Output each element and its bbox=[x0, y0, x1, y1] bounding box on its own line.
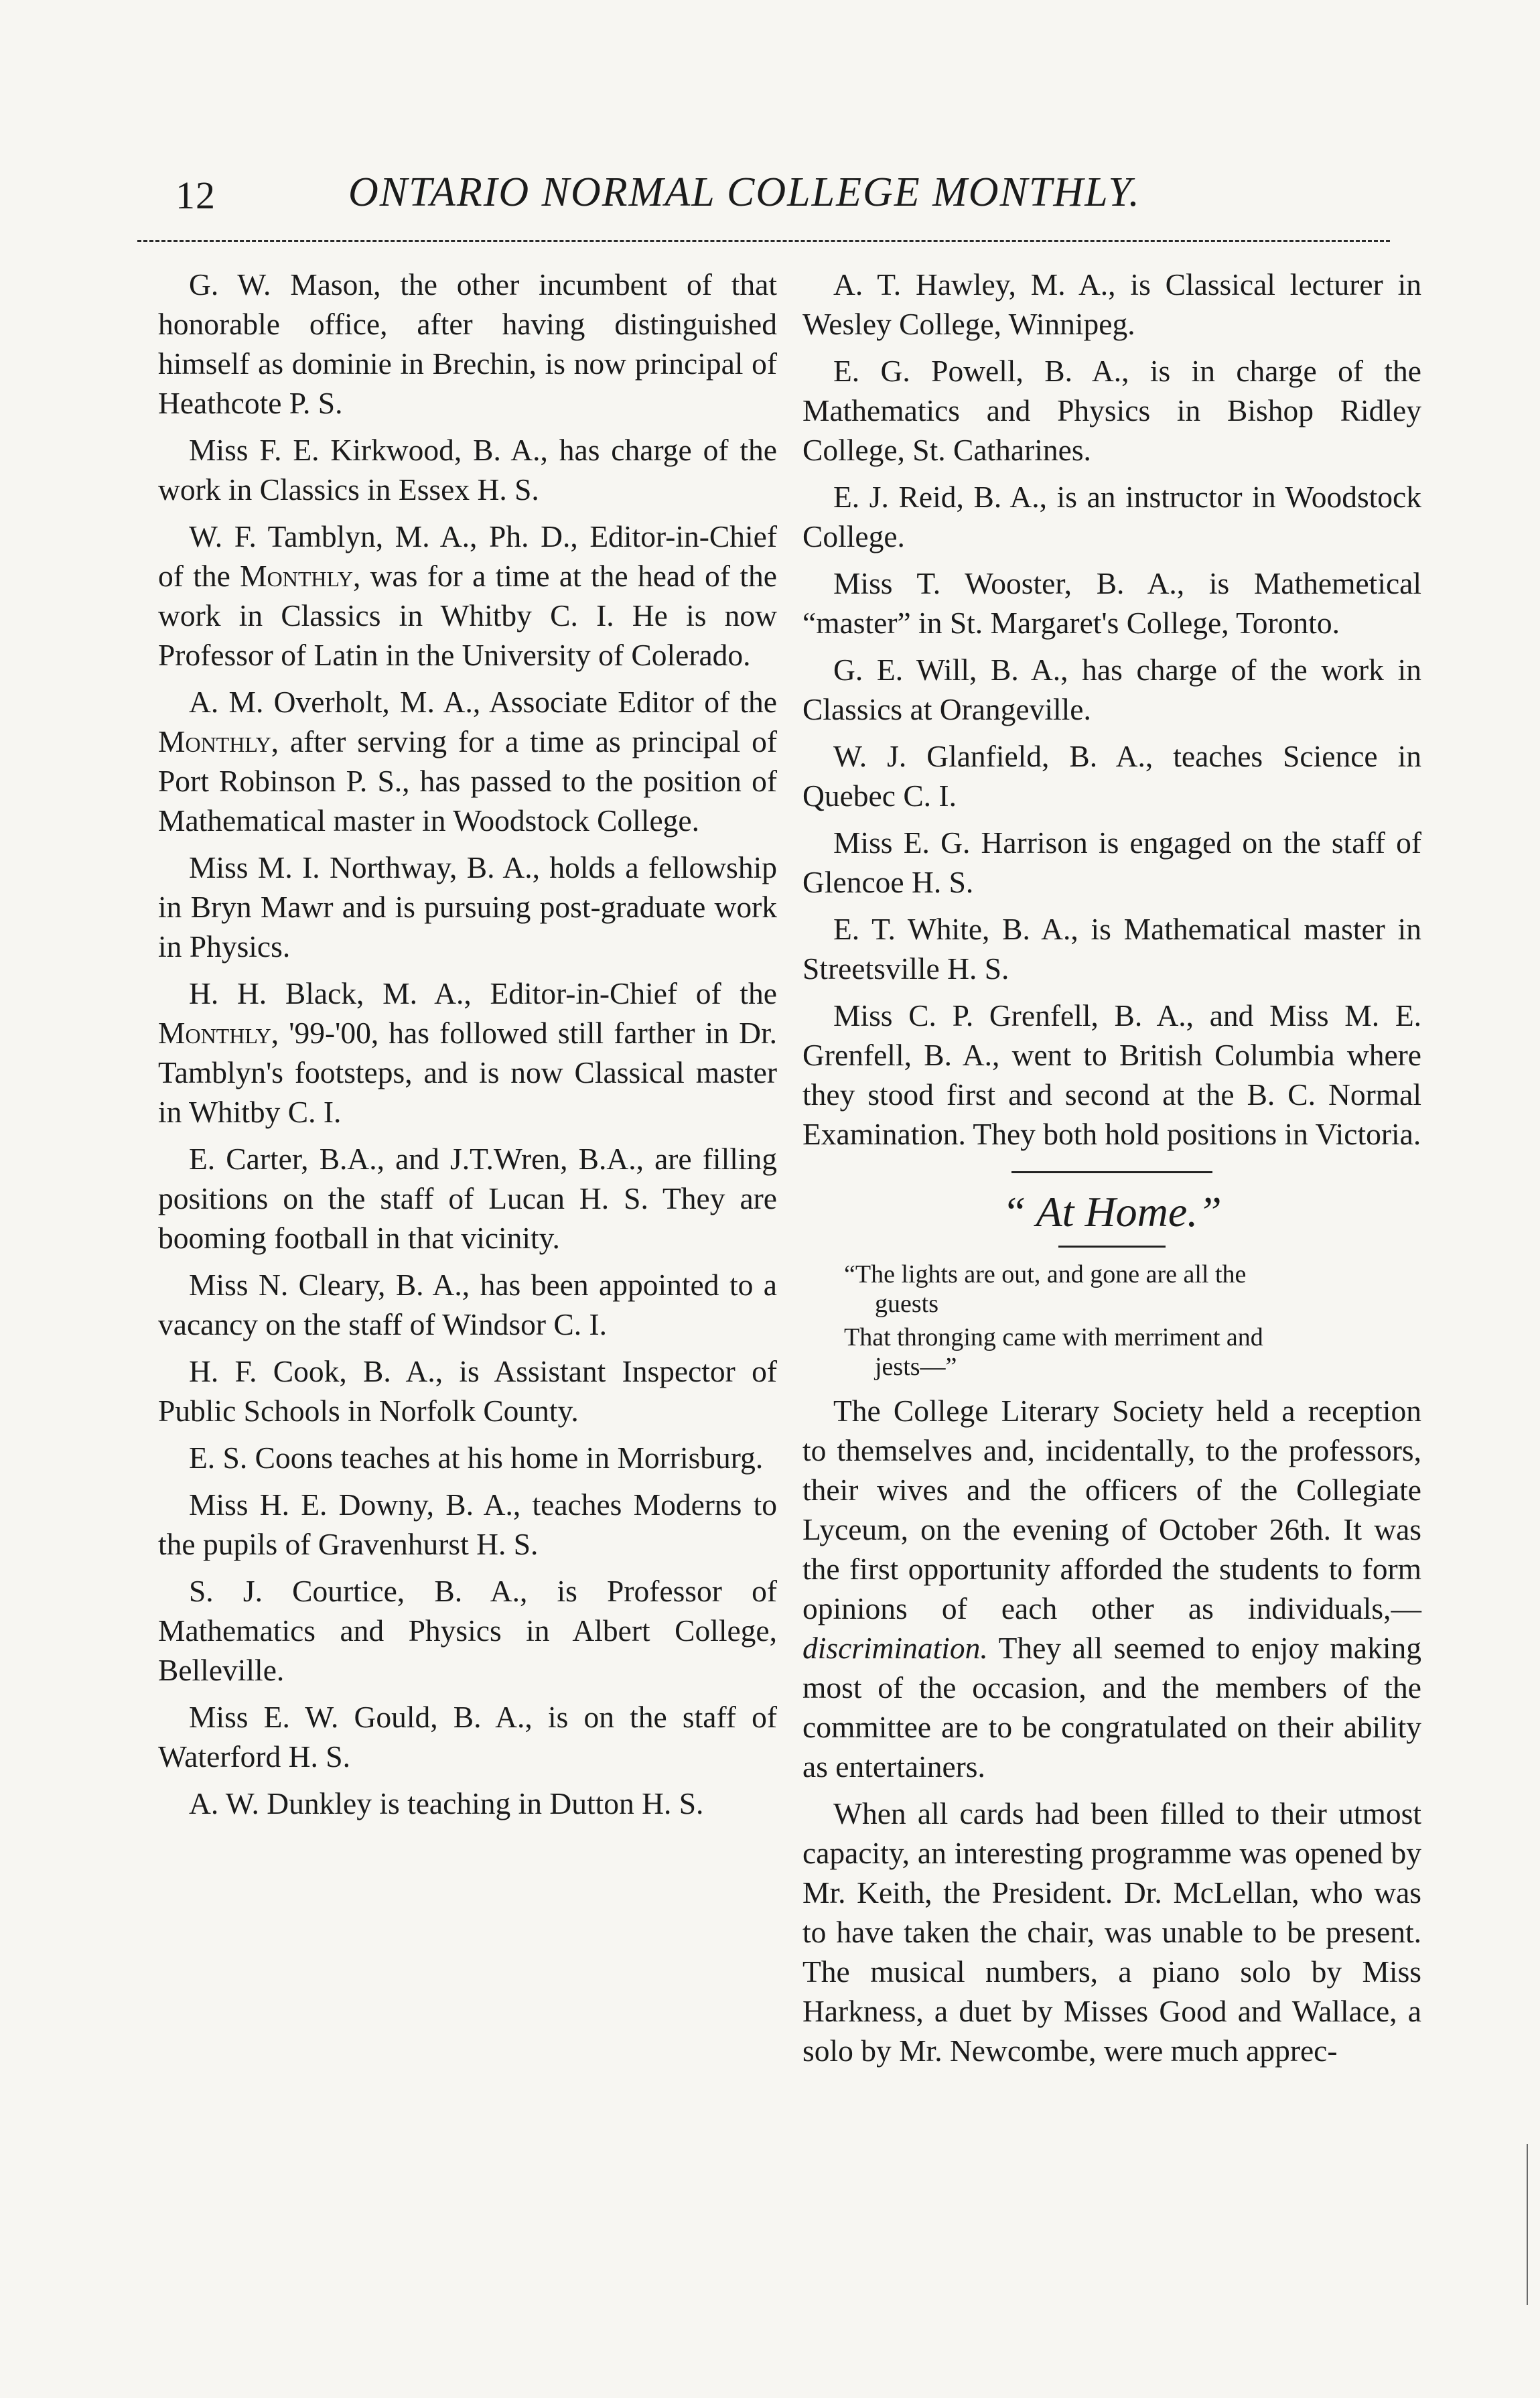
page-number: 12 bbox=[176, 174, 216, 217]
monthly-small-caps: Monthly bbox=[158, 724, 271, 758]
text-run: A. M. Overholt, M. A., Associate Editor of the bbox=[189, 685, 777, 719]
paragraph: Miss H. E. Downy, B. A., teaches Moderns to the pupils of Gravenhurst H. S. bbox=[158, 1487, 777, 1561]
header-rule bbox=[137, 240, 1390, 242]
text-run: , '99-'00, has followed still farther in Dr. Tamblyn's footsteps, and is now Classical master in Whitby C. I. bbox=[158, 1016, 777, 1129]
epigraph-line bbox=[802, 1260, 1421, 1319]
paragraph: S. J. Courtice, B. A., is Professor of Mathematics and Physics in Albert College, Belleville. bbox=[158, 1574, 777, 1687]
paragraph: Miss T. Wooster, B. A., is Mathemetical “master” in St. Margaret's College, Toronto. bbox=[802, 566, 1421, 640]
paragraph bbox=[802, 1391, 1421, 1786]
paragraph: H. F. Cook, B. A., is Assistant Inspector of Public Schools in Norfolk County. bbox=[158, 1354, 777, 1428]
text-run: , was for a time at the head of the work in Classics in Whitby C. I. He is now Professor of Latin in the University of Colerado. bbox=[158, 559, 777, 672]
monthly-small-caps: Monthly bbox=[158, 1016, 271, 1050]
epigraph-line bbox=[802, 1323, 1421, 1382]
paragraph: When all cards had been filled to their utmost capacity, an interesting programme was opened by Mr. Keith, the President. Dr. McLellan, who was to have taken the chair, was unable to be present. The musical numbers, a piano solo by Miss Harkness, a duet by Misses Good and Wallace, a solo by Mr. Newcombe, were much apprec- bbox=[802, 1796, 1421, 2068]
section-title: “ At Home.” bbox=[1002, 1188, 1222, 1236]
paragraph: Miss C. P. Grenfell, B. A., and Miss M. E. Grenfell, B. A., went to British Columbia where they stood first and second at the B. C. Normal Examination. They both hold positions in Victoria. bbox=[802, 998, 1421, 1151]
paragraph: Miss E. G. Harrison is engaged on the staff of Glencoe H. S. bbox=[802, 825, 1421, 899]
right-column bbox=[802, 265, 1421, 2078]
text-run: That thronging came with merriment and bbox=[844, 1323, 1263, 1351]
paragraph: E. G. Powell, B. A., is in charge of the Mathematics and Physics in Bishop Ridley College, St. Catharines. bbox=[802, 354, 1421, 467]
text-run: guests bbox=[875, 1290, 938, 1318]
left-column bbox=[158, 265, 777, 1830]
text-run: jests—” bbox=[875, 1353, 957, 1381]
paragraph: E. J. Reid, B. A., is an instructor in Woodstock College. bbox=[802, 480, 1421, 553]
section-rule-top bbox=[1011, 1171, 1212, 1173]
monthly-small-caps: Monthly bbox=[240, 559, 353, 593]
italic-text: discrimination. bbox=[802, 1631, 988, 1665]
text-run: H. H. Black, M. A., Editor-in-Chief of the bbox=[189, 976, 777, 1010]
text-run: “The lights are out, and gone are all the bbox=[844, 1260, 1247, 1288]
paragraph: E. Carter, B.A., and J.T.Wren, B.A., are filling positions on the staff of Lucan H. S. They are booming football in that vicinity. bbox=[158, 1142, 777, 1255]
paragraph: Miss N. Cleary, B. A., has been appointed to a vacancy on the staff of Windsor C. I. bbox=[158, 1268, 777, 1341]
paragraph: E. S. Coons teaches at his home in Morrisburg. bbox=[189, 1441, 764, 1475]
text-run: They all seemed to enjoy making most of the occasion, and the members of the committee are to be congratulated on their ability as entertainers. bbox=[802, 1631, 1421, 1784]
paragraph: Miss M. I. Northway, B. A., holds a fellowship in Bryn Mawr and is pursuing post-graduate work in Physics. bbox=[158, 850, 777, 963]
paragraph: E. T. White, B. A., is Mathematical master in Streetsville H. S. bbox=[802, 912, 1421, 986]
paragraph: A. W. Dunkley is teaching in Dutton H. S. bbox=[189, 1786, 704, 1820]
paragraph: A. T. Hawley, M. A., is Classical lecturer in Wesley College, Winnipeg. bbox=[802, 267, 1421, 341]
paragraph: G. W. Mason, the other incumbent of that honorable office, after having distinguished himself as dominie in Brechin, is now principal of Heathcote P. S. bbox=[158, 267, 777, 420]
paragraph: G. E. Will, B. A., has charge of the work in Classics at Orangeville. bbox=[802, 653, 1421, 726]
paragraph: Miss E. W. Gould, B. A., is on the staff of Waterford H. S. bbox=[158, 1700, 777, 1774]
paragraph bbox=[158, 974, 777, 1132]
running-title: ONTARIO NORMAL COLLEGE MONTHLY. bbox=[348, 170, 1141, 215]
text-run: W. F. Tamblyn, M. A., Ph. D., Editor-in-Chief of the bbox=[158, 519, 777, 593]
text-run: The College Literary Society held a reception to themselves and, incidentally, to the professors, their wives and the officers of the Collegiate Lyceum, on the evening of October 26th. It was the first opportunity afforded the students to form opinions of each other as individuals,— bbox=[802, 1394, 1421, 1625]
paragraph: Miss F. E. Kirkwood, B. A., has charge of the work in Classics in Essex H. S. bbox=[158, 433, 777, 507]
text-run: , after serving for a time as principal of Port Robinson P. S., has passed to the position of Mathematical master in Woodstock College. bbox=[158, 724, 777, 838]
section-rule-bottom bbox=[1058, 1246, 1166, 1248]
paragraph bbox=[158, 682, 777, 840]
paragraph bbox=[158, 517, 777, 675]
page-edge-mark bbox=[1527, 2144, 1528, 2305]
paragraph: W. J. Glanfield, B. A., teaches Science in Quebec C. I. bbox=[802, 739, 1421, 813]
